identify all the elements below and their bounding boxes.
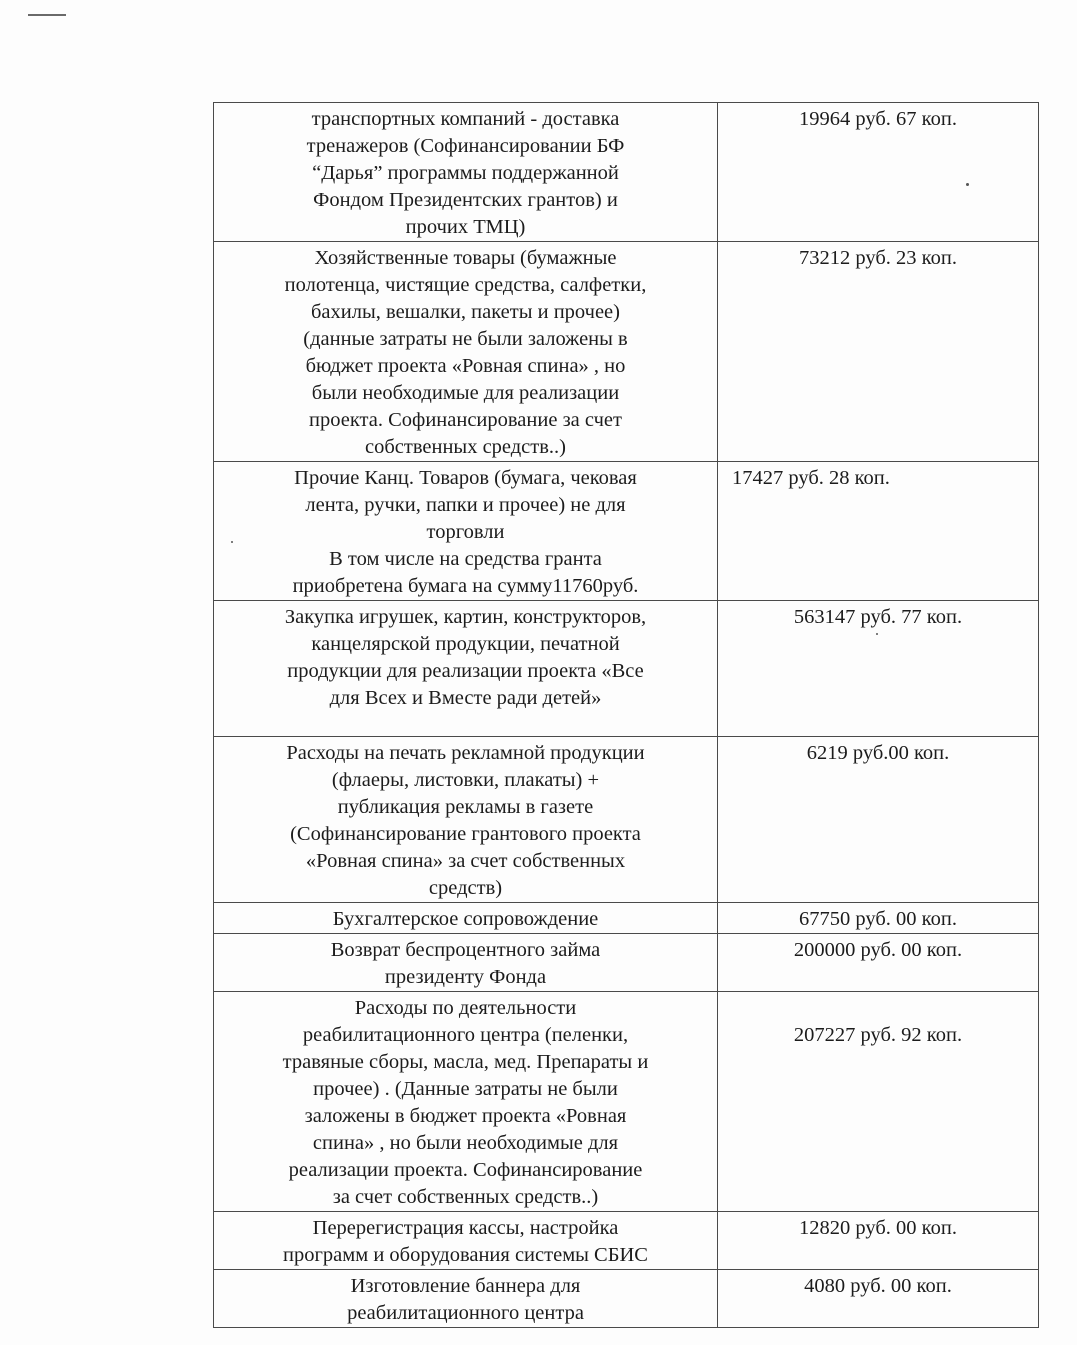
- table-row: [214, 1270, 1039, 1328]
- expense-amount: 4080 руб. 00 коп.: [804, 1275, 952, 1297]
- expense-description-line: продукции для реализации проекта «Все: [287, 660, 644, 682]
- expense-description-line: реализации проекта. Софинансирование: [288, 1159, 643, 1181]
- expense-description-line: транспортных компаний - доставка: [311, 108, 620, 130]
- expense-description-line: бахилы, вешалки, пакеты и прочее): [311, 301, 620, 323]
- expense-description-line: В том числе на средства гранта: [329, 548, 602, 570]
- expense-description-line: (данные затраты не были заложены в: [303, 328, 628, 350]
- expense-description-line: Фондом Президентских грантов) и: [313, 189, 618, 211]
- expense-description-line: реабилитационного центра (пеленки,: [302, 1024, 629, 1046]
- expense-description-line: публикация рекламы в газете: [337, 796, 594, 818]
- table-row: [214, 1212, 1039, 1270]
- expense-amount: 563147 руб. 77 коп.: [793, 606, 963, 628]
- expense-description-line: прочее) . (Данные затраты не были: [313, 1078, 618, 1100]
- expense-amount: 12820 руб. 00 коп.: [799, 1217, 957, 1239]
- expense-amount-cell: [718, 462, 1039, 601]
- expense-amount: 67750 руб. 00 коп.: [799, 908, 957, 930]
- expense-description-line: лента, ручки, папки и прочее) не для: [305, 494, 626, 516]
- expense-description-line: “Дарья” программы поддержанной: [312, 162, 619, 184]
- expense-amount-cell: [718, 934, 1039, 992]
- expense-description-line: президенту Фонда: [384, 966, 547, 988]
- expense-amount: 207227 руб. 92 коп.: [793, 1024, 963, 1046]
- expense-description-line: Возврат беспроцентного займа: [330, 939, 601, 961]
- expense-description-line: за счет собственных средств..): [332, 1186, 599, 1208]
- expense-amount-cell: [718, 601, 1039, 737]
- expense-description-cell: [214, 242, 718, 462]
- expense-description-line: бюджет проекта «Ровная спина» , но: [305, 355, 626, 377]
- expense-description-line: (флаеры, листовки, плакаты) +: [331, 769, 600, 791]
- expense-table-body: [214, 103, 1039, 1328]
- expense-description-line: приобретена бумага на сумму11760руб.: [292, 575, 639, 597]
- expense-description-line: спина» , но были необходимые для: [312, 1132, 619, 1154]
- table-row: [214, 462, 1039, 601]
- expense-description-line: Закупка игрушек, картин, конструкторов,: [284, 606, 647, 628]
- expense-amount-cell: [718, 992, 1039, 1212]
- expense-description-cell: [214, 737, 718, 903]
- expense-amount-cell: [718, 1270, 1039, 1328]
- expense-description-line: собственных средств..): [364, 436, 566, 458]
- expense-description-line: торговли: [426, 521, 505, 543]
- expense-amount-cell: [718, 903, 1039, 934]
- expense-description-cell: [214, 1212, 718, 1270]
- expense-description-line: Расходы на печать рекламной продукции: [286, 742, 645, 764]
- expense-amount-cell: [718, 103, 1039, 242]
- expense-description-line: травяные сборы, масла, мед. Препараты и: [282, 1051, 649, 1073]
- expense-description-cell: [214, 103, 718, 242]
- expense-description-line: проекта. Софинансирование за счет: [309, 409, 622, 431]
- expense-description-line: для Всех и Вместе ради детей»: [329, 687, 602, 709]
- expense-description-line: прочих ТМЦ): [405, 216, 526, 238]
- expense-description-cell: [214, 934, 718, 992]
- expense-amount: 73212 руб. 23 коп.: [799, 247, 957, 269]
- expense-description-line: Расходы по деятельности: [354, 997, 577, 1019]
- expense-description-cell: [214, 1270, 718, 1328]
- table-row: [214, 103, 1039, 242]
- table-row: [214, 903, 1039, 934]
- expense-amount: 19964 руб. 67 коп.: [799, 108, 957, 130]
- table-row: [214, 242, 1039, 462]
- expense-description-cell: [214, 462, 718, 601]
- expense-description-line: (Софинансирование грантового проекта: [290, 823, 641, 845]
- expense-amount-cell: [718, 737, 1039, 903]
- expense-description-line: Прочие Канц. Товаров (бумага, чековая: [294, 467, 637, 489]
- expense-description-line: канцелярской продукции, печатной: [311, 633, 620, 655]
- expense-amount: 17427 руб. 28 коп.: [732, 467, 890, 489]
- expense-description-line: программ и оборудования системы СБИС: [283, 1244, 648, 1266]
- expense-description-line: тренажеров (Софинансировании БФ: [306, 135, 625, 157]
- expense-amount: 6219 руб.00 коп.: [806, 742, 950, 764]
- expense-description-cell: [214, 992, 718, 1212]
- expense-description-line: реабилитационного центра: [347, 1302, 584, 1324]
- expense-amount: 200000 руб. 00 коп.: [793, 939, 963, 961]
- table-row: [214, 737, 1039, 903]
- table-row: [214, 601, 1039, 737]
- expense-description-line: Хозяйственные товары (бумажные: [314, 247, 617, 269]
- expense-table: [213, 102, 1039, 1328]
- expense-description-line: полотенца, чистящие средства, салфетки,: [284, 274, 647, 296]
- table-row: [214, 934, 1039, 992]
- expense-description-line: заложены в бюджет проекта «Ровная: [304, 1105, 627, 1127]
- expense-description-line: средств): [428, 877, 503, 899]
- expense-description-line: были необходимые для реализации: [311, 382, 620, 404]
- expense-description-cell: [214, 903, 718, 934]
- scan-mark: [28, 14, 66, 16]
- expense-description-line: Изготовление баннера для: [350, 1275, 581, 1297]
- expense-amount-cell: [718, 1212, 1039, 1270]
- expense-description-line: Бухгалтерское сопровождение: [332, 908, 599, 930]
- expense-description-line: «Ровная спина» за счет собственных: [305, 850, 626, 872]
- table-row: [214, 992, 1039, 1212]
- expense-description-line: Перерегистрация кассы, настройка: [312, 1217, 619, 1239]
- expense-amount-cell: [718, 242, 1039, 462]
- expense-description-cell: [214, 601, 718, 737]
